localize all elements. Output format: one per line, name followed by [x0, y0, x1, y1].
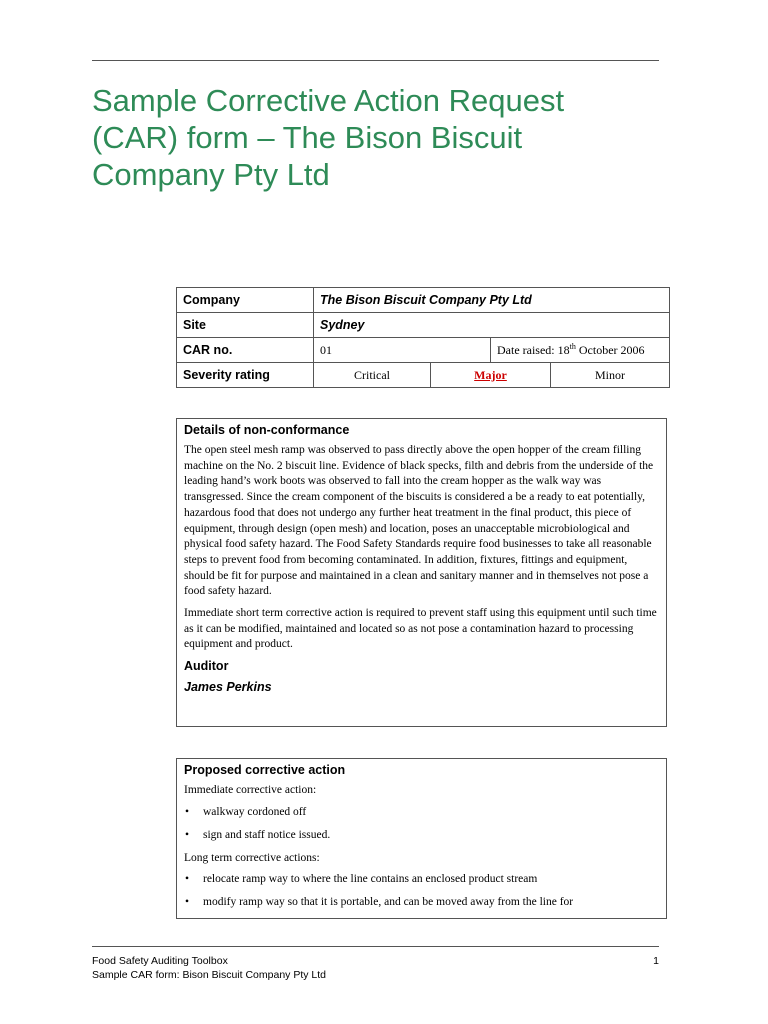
corrective-heading: Proposed corrective action [184, 763, 346, 777]
company-row [177, 288, 670, 313]
date-prefix: Date raised: 18 [497, 343, 570, 357]
site-row [177, 313, 670, 338]
date-suffix: October 2006 [575, 343, 645, 357]
page-footer [92, 954, 659, 982]
list-item: • sign and staff notice issued. [184, 828, 659, 843]
longterm-label: Long term corrective actions: [184, 851, 320, 864]
severity-critical: Critical [314, 363, 431, 388]
car-row [177, 338, 670, 363]
severity-major [431, 363, 551, 388]
company-value: The Bison Biscuit Company Pty Ltd [314, 288, 670, 313]
severity-major-label: Major [474, 367, 507, 382]
severity-row [177, 363, 670, 388]
footer-line-2: Sample CAR form: Bison Biscuit Company Pty Ltd [92, 969, 327, 981]
date-sup: th [569, 342, 576, 351]
longterm-list [184, 872, 659, 910]
list-item: • relocate ramp way to where the line contains an enclosed product stream [184, 872, 659, 887]
immediate-list [184, 805, 659, 843]
document-title: Sample Corrective Action Request (CAR) form – The Bison Biscuit Company Pty Ltd [92, 83, 565, 192]
site-value: Sydney [314, 313, 670, 338]
car-value: 01 [314, 338, 491, 363]
page-number: 1 [653, 955, 659, 967]
auditor-label: Auditor [184, 659, 229, 674]
severity-label: Severity rating [177, 363, 314, 388]
car-label: CAR no. [177, 338, 314, 363]
corrective-action-section [176, 758, 667, 919]
nonconformance-paragraph-1: The open steel mesh ramp was observed to pass directly above the open hopper of the cream filling machine on the No. 2 biscuit line. Evidence of black specks, filth and debris from the underside of the leading hand’s work boots was observed to fall into the cream hopper as the walk way was transgressed. Since the cream component of the biscuits is considered a be a ready to eat potentially, hazardous food that does not undergo any further heat treatment in the final product, this piece of equipment, through design (open mesh) and location, poses an unacceptable microbiological and physical food safety hazard. The Food Safety Standards require food businesses to take all reasonable steps to prevent food from becoming contaminated. In addition, fixtures, fittings and equipment, should be fit for purpose and maintained in a clean and sanitary manner and in themselves not pose a food safety hazard. [184, 444, 654, 598]
nonconformance-section [176, 418, 667, 727]
site-label: Site [177, 313, 314, 338]
nonconformance-heading: Details of non-conformance [184, 423, 350, 437]
company-label: Company [177, 288, 314, 313]
auditor-name: James Perkins [184, 680, 272, 695]
car-info-table [176, 287, 670, 388]
immediate-label: Immediate corrective action: [184, 784, 317, 796]
footer-line-1: Food Safety Auditing Toolbox [92, 955, 228, 967]
header-rule [92, 60, 659, 61]
severity-minor: Minor [551, 363, 670, 388]
list-item: • modify ramp way so that it is portable, and can be moved away from the line for [184, 895, 659, 910]
footer-rule [92, 946, 659, 947]
date-raised [491, 338, 670, 363]
nonconformance-paragraph-2: Immediate short term corrective action is required to prevent staff using this equipment until such time as it can be modified, maintained and located so as not pose a contamination hazard to processing equipment and product. [184, 607, 657, 651]
list-item: • walkway cordoned off [184, 805, 659, 820]
